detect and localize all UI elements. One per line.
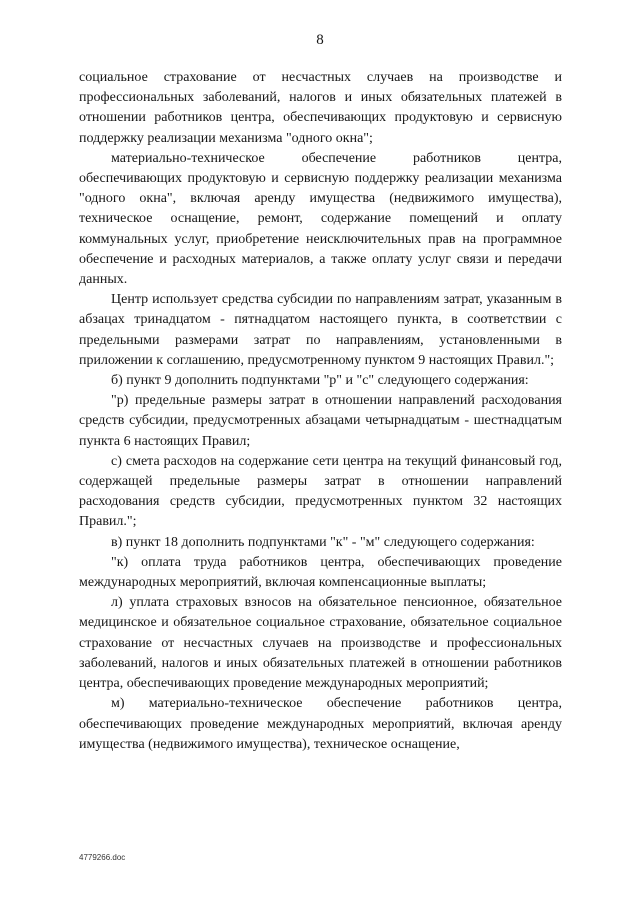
document-body <box>79 68 562 755</box>
document-file-code: 4779266.doc <box>79 853 126 862</box>
paragraph: с) смета расходов на содержание сети центра на текущий финансовый год, содержащей предельные размеры затрат в отношении направлений расходования средств субсидии, предусмотренных пунктом 32 настоящих Правил."; <box>79 453 562 530</box>
paragraph: материально-техническое обеспечение работников центра, обеспечивающих продуктовую и сервисную поддержку реализации механизма "одного окна", включая аренду имущества (недвижимого имущества), техническое оснащение, ремонт, содержание помещений и оплату коммунальных услуг, приобретение неисключительных прав на программное обеспечение и расходных материалов, а также оплату услуг связи и передачи данных. <box>79 150 562 288</box>
paragraph: б) пункт 9 дополнить подпунктами "р" и "с" следующего содержания: <box>111 373 529 389</box>
paragraph: социальное страхование от несчастных случаев на производстве и профессиональных заболеваний, налогов и иных обязательных платежей в отношении работников центра, обеспечивающих продуктовую и сервисную поддержку реализации механизма "одного окна"; <box>79 70 562 146</box>
paragraph: "к) оплата труда работников центра, обеспечивающих проведение международных мероприятий, включая компенсационные выплаты; <box>79 554 562 591</box>
paragraph: в) пункт 18 дополнить подпунктами "к" - "м" следующего содержания: <box>111 534 535 550</box>
page-number: 8 <box>316 32 324 48</box>
paragraph: "р) предельные размеры затрат в отношении направлений расходования средств субсидии, предусмотренных абзацами четырнадцатым - шестнадцатым пункта 6 настоящих Правил; <box>79 393 562 449</box>
paragraph: л) уплата страховых взносов на обязательное пенсионное, обязательное медицинское и обязательное социальное страхование, обязательное социальное страхование от несчастных случаев на производстве и профессиональных заболеваний, налогов и иных обязательных платежей в отношении работников центра, обеспечивающих проведение международных мероприятий; <box>79 595 562 692</box>
paragraph: м) материально-техническое обеспечение работников центра, обеспечивающих проведение международных мероприятий, включая аренду имущества (недвижимого имущества), техническое оснащение, <box>79 696 562 752</box>
paragraph: Центр использует средства субсидии по направлениям затрат, указанным в абзацах тринадцатом - пятнадцатом настоящего пункта, в соответствии с предельными размерами затрат по направлениям, установленными в приложении к соглашению, предусмотренному пунктом 9 настоящих Правил."; <box>79 292 562 368</box>
